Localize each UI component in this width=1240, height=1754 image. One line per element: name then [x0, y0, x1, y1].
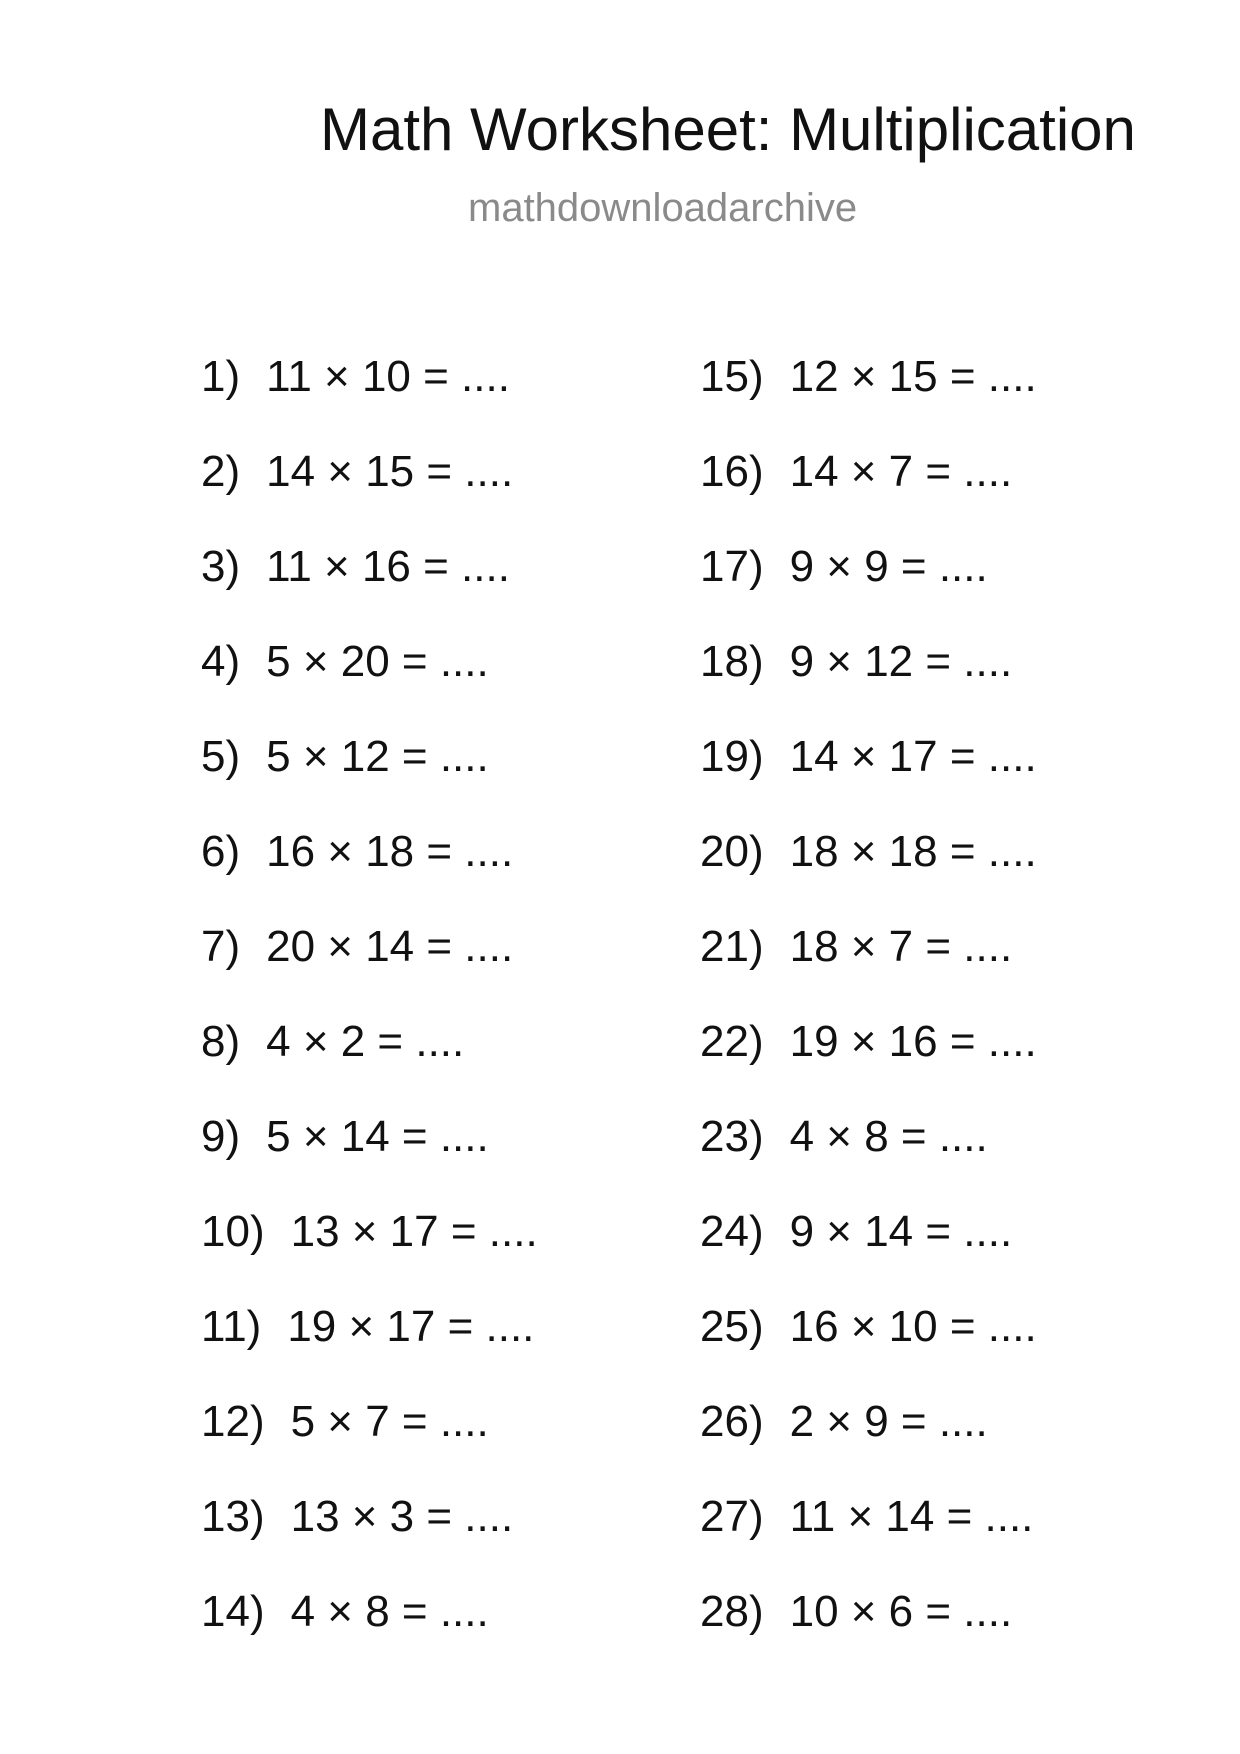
problem-number: 17) — [700, 542, 764, 591]
problem-number: 11) — [201, 1302, 262, 1351]
problem-number: 28) — [700, 1587, 764, 1636]
problem-number: 9) — [201, 1112, 241, 1161]
problem-number: 1) — [201, 352, 241, 401]
problem-item — [201, 922, 681, 1017]
problem-expression: 10 × 6 = .... — [789, 1587, 1013, 1636]
problem-expression: 2 × 9 = .... — [789, 1397, 988, 1446]
problem-expression: 5 × 7 = .... — [290, 1397, 489, 1446]
problem-expression: 5 × 12 = .... — [266, 732, 489, 781]
problem-item — [700, 1017, 1180, 1112]
problem-item — [201, 1302, 681, 1397]
problem-expression: 9 × 12 = .... — [789, 637, 1013, 686]
problem-expression: 14 × 15 = .... — [266, 447, 514, 496]
problem-number: 13) — [201, 1492, 265, 1541]
problem-item — [201, 1207, 681, 1302]
problem-number: 3) — [201, 542, 241, 591]
problem-item — [201, 447, 681, 542]
problem-number: 14) — [201, 1587, 265, 1636]
problem-expression: 19 × 16 = .... — [789, 1017, 1037, 1066]
problem-expression: 11 × 10 = .... — [266, 352, 510, 401]
problem-number: 7) — [201, 922, 241, 971]
problem-expression: 16 × 10 = .... — [789, 1302, 1037, 1351]
problem-number: 20) — [700, 827, 764, 876]
problem-item — [700, 732, 1180, 827]
problem-expression: 20 × 14 = .... — [266, 922, 514, 971]
problem-item — [700, 1302, 1180, 1397]
problem-number: 26) — [700, 1397, 764, 1446]
problem-expression: 19 × 17 = .... — [287, 1302, 535, 1351]
problem-expression: 5 × 20 = .... — [266, 637, 489, 686]
problem-number: 21) — [700, 922, 764, 971]
page-title: Math Worksheet: Multiplication — [320, 96, 1136, 163]
problem-number: 24) — [700, 1207, 764, 1256]
problem-item — [700, 1207, 1180, 1302]
problem-column-right — [700, 352, 1180, 1682]
problem-item — [201, 1492, 681, 1587]
problem-item — [700, 827, 1180, 922]
problem-number: 5) — [201, 732, 241, 781]
problem-expression: 4 × 8 = .... — [789, 1112, 988, 1161]
problem-item — [201, 1587, 681, 1682]
problem-item — [201, 1397, 681, 1492]
problem-number: 23) — [700, 1112, 764, 1161]
problem-expression: 11 × 16 = .... — [266, 542, 510, 591]
problem-item — [700, 352, 1180, 447]
page-subtitle: mathdownloadarchive — [468, 186, 858, 230]
problem-number: 10) — [201, 1207, 265, 1256]
problem-item — [201, 637, 681, 732]
problem-column-left — [201, 352, 681, 1682]
problem-expression: 9 × 9 = .... — [789, 542, 988, 591]
problem-expression: 18 × 7 = .... — [789, 922, 1013, 971]
problem-item — [700, 1112, 1180, 1207]
problem-item — [700, 1492, 1180, 1587]
problem-number: 16) — [700, 447, 764, 496]
problem-number: 19) — [700, 732, 764, 781]
problem-item — [201, 732, 681, 827]
problem-number: 4) — [201, 637, 241, 686]
problem-expression: 5 × 14 = .... — [266, 1112, 489, 1161]
problem-expression: 9 × 14 = .... — [789, 1207, 1013, 1256]
problem-number: 6) — [201, 827, 241, 876]
problem-item — [700, 1397, 1180, 1492]
problem-number: 18) — [700, 637, 764, 686]
problem-number: 27) — [700, 1492, 764, 1541]
problem-item — [700, 447, 1180, 542]
problem-expression: 4 × 2 = .... — [266, 1017, 465, 1066]
problem-item — [201, 827, 681, 922]
problem-item — [700, 637, 1180, 732]
problem-number: 12) — [201, 1397, 265, 1446]
problem-expression: 13 × 17 = .... — [290, 1207, 538, 1256]
problem-item — [201, 352, 681, 447]
problem-item — [201, 1017, 681, 1112]
problem-expression: 14 × 17 = .... — [789, 732, 1037, 781]
problem-expression: 14 × 7 = .... — [789, 447, 1013, 496]
problem-number: 15) — [700, 352, 764, 401]
problem-expression: 18 × 18 = .... — [789, 827, 1037, 876]
problem-item — [201, 542, 681, 637]
problem-number: 8) — [201, 1017, 241, 1066]
problem-expression: 13 × 3 = .... — [290, 1492, 514, 1541]
problem-expression: 12 × 15 = .... — [789, 352, 1037, 401]
problem-item — [201, 1112, 681, 1207]
problem-number: 25) — [700, 1302, 764, 1351]
problem-expression: 4 × 8 = .... — [290, 1587, 489, 1636]
problem-item — [700, 922, 1180, 1017]
problem-expression: 11 × 14 = .... — [789, 1492, 1034, 1541]
problem-item — [700, 1587, 1180, 1682]
problem-item — [700, 542, 1180, 637]
problem-number: 2) — [201, 447, 241, 496]
problem-number: 22) — [700, 1017, 764, 1066]
problem-expression: 16 × 18 = .... — [266, 827, 514, 876]
